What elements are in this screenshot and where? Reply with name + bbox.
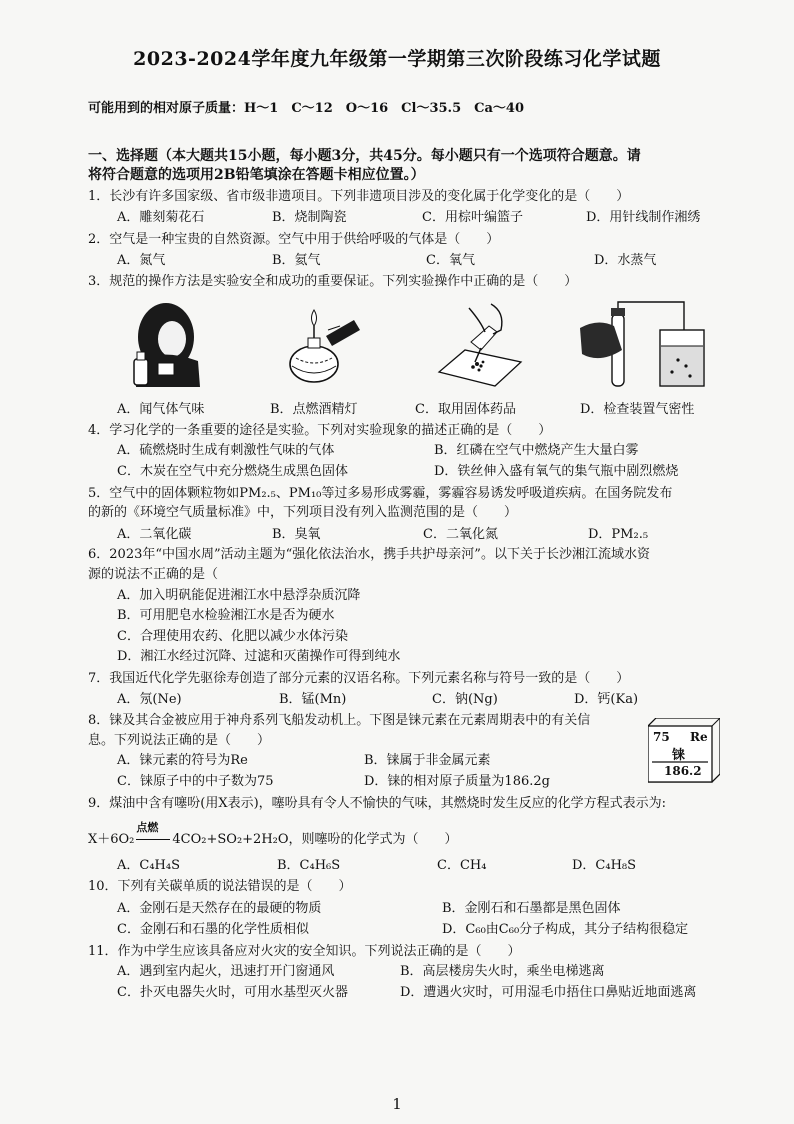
q5-line2: 的新的《环境空气质量标准》中，下列项目没有列入监测范围的是（ ） [88, 505, 518, 520]
q10-stem: 10．下列有关碳单质的说法错误的是（ ） [88, 879, 352, 894]
page-number: 1 [392, 1095, 402, 1113]
q9-line1: 9．煤油中含有噻吩(用X表示)，噻吩具有令人不愉快的气味，其燃烧时发生反应的化学方程式表示为: [88, 796, 667, 811]
q3-option-d: D．检查装置气密性 [580, 402, 695, 417]
q1-option-b: B．烧制陶瓷 [272, 210, 347, 225]
q7-stem: 7．我国近代化学先驱徐寿创造了部分元素的汉语名称。下列元素名称与符号一致的是（ ） [88, 671, 630, 686]
rhenium-element-card [648, 718, 716, 780]
q10-option-a: A．金刚石是天然存在的最硬的物质 [117, 901, 322, 916]
q9-option-c: C．CH₄ [437, 858, 487, 873]
q4-option-a: A．硫燃烧时生成有刺激性气味的气体 [117, 443, 335, 458]
q11-stem: 11．作为中学生应该具备应对火灾的安全知识。下列说法正确的是（ ） [88, 944, 521, 959]
q2-stem: 2．空气是一种宝贵的自然资源。空气中用于供给呼吸的气体是（ ） [88, 232, 500, 247]
q6-line2: 源的说法不正确的是（ [88, 567, 219, 582]
q3-option-b: B．点燃酒精灯 [270, 402, 358, 417]
q4-option-c: C．木炭在空气中充分燃烧生成黑色固体 [117, 464, 348, 479]
q9-option-b: B．C₄H₆S [277, 858, 341, 873]
q11-option-b: B．高层楼房失火时，乘坐电梯逃离 [400, 964, 605, 979]
q8-line1: 8．铼及其合金被应用于神舟系列飞船发动机上。下图是铼元素在元素周期表中的有关信 [88, 713, 591, 728]
q2-option-a: A．氮气 [117, 253, 166, 268]
q10-option-d: D．C₆₀由C₆₀分子构成，其分子结构很稳定 [442, 922, 689, 937]
q8-option-b: B．铼属于非金属元素 [364, 753, 491, 768]
q7-option-d: D．钙(Ka) [574, 692, 639, 707]
q3-option-c: C．取用固体药品 [415, 402, 516, 417]
element-name: 铼 [672, 748, 686, 763]
q8-line2: 息。下列说法正确的是（ ） [88, 733, 271, 748]
q5-option-d: D．PM₂.₅ [588, 527, 649, 542]
q9-option-a: A．C₄H₄S [117, 858, 181, 873]
q2-option-d: D．水蒸气 [594, 253, 657, 268]
atomic-masses: 可能用到的相对原子质量：H～1 C～12 O～16 Cl～35.5 Ca～40 [88, 101, 524, 116]
section-heading-line1: 一、选择题（本大题共15小题，每小题3分，共45分。每小题只有一个选项符合题意。请 [88, 148, 641, 164]
q3-option-a: A．闻气体气味 [117, 402, 205, 417]
figure-smell-gas [128, 297, 208, 387]
q8-option-c: C．铼原子中的中子数为75 [117, 774, 274, 789]
exam-title: 2023-2024学年度九年级第一学期第三次阶段练习化学试题 [133, 48, 661, 70]
figure-alcohol-lamp [278, 308, 364, 388]
q7-option-b: B．锰(Mn) [279, 692, 347, 707]
q9-option-d: D．C₄H₈S [572, 858, 637, 873]
q11-option-d: D．遭遇火灾时，可用湿毛巾捂住口鼻贴近地面逃离 [400, 985, 697, 1000]
q10-option-b: B．金刚石和石墨都是黑色固体 [442, 901, 621, 916]
q1-option-a: A．雕刻菊花石 [117, 210, 205, 225]
q9-condition: 点燃 [136, 821, 159, 834]
element-number: 75 [653, 730, 670, 744]
q6-option-b: B．可用肥皂水检验湘江水是否为硬水 [117, 608, 335, 623]
q4-stem: 4．学习化学的一条重要的途径是实验。下列对实验现象的描述正确的是（ ） [88, 423, 552, 438]
q6-option-c: C．合理使用农药、化肥以减少水体污染 [117, 629, 348, 644]
figure-take-solid [435, 302, 525, 390]
q1-option-c: C．用棕叶编篮子 [422, 210, 523, 225]
section-heading-line2: 将符合题意的选项用2B铅笔填涂在答题卡相应位置。） [88, 167, 425, 183]
figure-airtightness [578, 300, 708, 390]
q9-equation-right: 4CO₂+SO₂+2H₂O，则噻吩的化学式为（ ） [172, 832, 458, 847]
q9-equation [88, 821, 458, 849]
q4-option-d: D．铁丝伸入盛有氧气的集气瓶中剧烈燃烧 [434, 464, 679, 479]
q8-option-a: A．铼元素的符号为Re [117, 753, 248, 768]
q6-line1: 6．2023年“中国水周”活动主题为“强化依法治水，携手共护母亲河”。以下关于长沙湘江流域水资 [88, 547, 650, 562]
q9-equation-left: X＋6O₂ [88, 832, 135, 847]
q2-option-b: B．氦气 [272, 253, 321, 268]
q11-option-a: A．遇到室内起火，迅速打开门窗通风 [117, 964, 335, 979]
q6-option-d: D．湘江水经过沉降、过滤和灭菌操作可得到纯水 [117, 649, 401, 664]
q10-option-c: C．金刚石和石墨的化学性质相似 [117, 922, 309, 937]
q4-option-b: B．红磷在空气中燃烧产生大量白雾 [434, 443, 639, 458]
q7-option-c: C．钠(Ng) [432, 692, 498, 707]
q5-option-c: C．二氧化氮 [423, 527, 498, 542]
q5-line1: 5．空气中的固体颗粒物如PM₂.₅、PM₁₀等过多易形成雾霾，雾霾容易诱发呼吸道疾病。在国务院发布 [88, 486, 673, 501]
q5-option-b: B．臭氧 [272, 527, 321, 542]
element-symbol: Re [690, 730, 708, 744]
q6-option-a: A．加入明矾能促进湘江水中悬浮杂质沉降 [117, 588, 361, 603]
q2-option-c: C．氧气 [426, 253, 475, 268]
q11-option-c: C．扑灭电器失火时，可用水基型灭火器 [117, 985, 348, 1000]
element-mass: 186.2 [664, 764, 702, 778]
q5-option-a: A．二氧化碳 [117, 527, 192, 542]
q8-option-d: D．铼的相对原子质量为186.2g [364, 774, 550, 789]
q7-option-a: A．氖(Ne) [117, 692, 182, 707]
q1-option-d: D．用针线制作湘绣 [586, 210, 701, 225]
q9-reaction-arrow [134, 821, 172, 849]
q3-stem: 3．规范的操作方法是实验安全和成功的重要保证。下列实验操作中正确的是（ ） [88, 274, 578, 289]
q1-stem: 1．长沙有许多国家级、省市级非遗项目。下列非遗项目涉及的变化属于化学变化的是（ ） [88, 189, 630, 204]
